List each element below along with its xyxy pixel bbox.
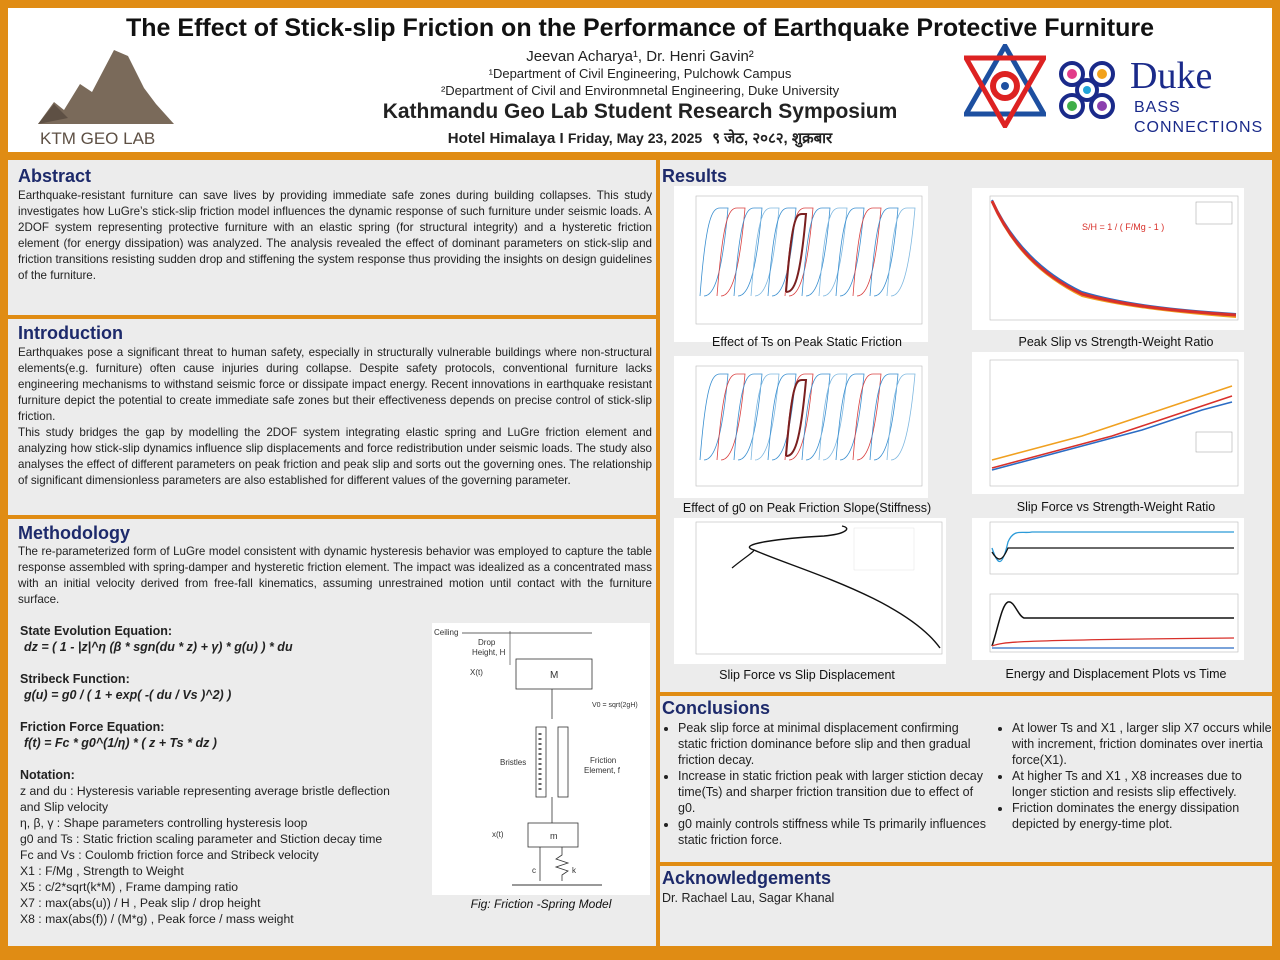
friction-spring-model-diagram [432,623,650,895]
fig-label-mass-m: m [550,831,558,841]
friction-equation-label: Friction Force Equation: [20,720,165,734]
methodology-panel [8,519,656,946]
stribeck-equation: g(u) = g0 / ( 1 + exp( -( du / Vs )^2) ) [24,688,232,702]
introduction-paragraph-2: This study bridges the gap by modelling the 2DOF system integrating elastic spring and LuGre friction element and analyzing how stick-slip dynamics influence slip displacements and force redistribution under seismic loads. The study also analyses the effect of different parameters on peak friction and peak slip and sorts out the governing ones. The relationship of significant dimensionless parameters are also established for different values of the governing parameter. [18,426,652,487]
caption-slip-force: Slip Force vs Strength-Weight Ratio [1016,500,1216,514]
notation-line: z and du : Hysteresis variable representing average bristle deflection [20,784,390,798]
notation-line: X1 : F/Mg , Strength to Weight [20,864,184,878]
notation-list [20,783,440,927]
hysteresis-loop [751,374,779,460]
duke-sub-bass: BASS [1134,99,1181,116]
hysteresis-loop [751,208,779,296]
caption-peak-slip: Peak Slip vs Strength-Weight Ratio [1018,335,1214,349]
abstract-title: Abstract [18,166,92,186]
fig-label-ceiling: Ceiling [434,628,459,637]
hysteresis-loop [768,208,796,296]
poster-title: The Effect of Stick-slip Friction on the Performance of Earthquake Protective Furniture [126,14,1154,42]
caption-effect-of-ts: Effect of Ts on Peak Static Friction [712,335,902,349]
conclusion-item: • Increase in static friction peak with larger stiction decay time(Ts) and sharper friction transition due to effect of g0. [678,768,986,816]
fig-label-k: k [572,866,576,875]
notation-line: g0 and Ts : Static friction scaling parameter and Stiction decay time [20,832,383,846]
notation-label: Notation: [20,768,75,782]
state-equation: dz = ( 1 - |z|^η (β * sgn(du * z) + γ) * g(u) ) * du [24,640,293,654]
plot-slip-force-vs-displacement [674,518,946,664]
fig-label-element: Element, f [584,766,621,775]
notation-line: and Slip velocity [20,800,109,814]
caption-slip-force-displacement: Slip Force vs Slip Displacement [719,668,895,682]
plot-effect-of-ts [674,186,928,342]
notation-line: Fc and Vs : Coulomb friction force and Stribeck velocity [20,848,319,862]
abstract-panel [8,160,656,315]
hysteresis-loop [700,374,728,460]
hysteresis-loop [819,374,847,460]
hysteresis-loop [853,374,881,460]
acknowledgements-panel [660,866,1272,946]
conclusion-item: • Friction dominates the energy dissipation depicted by energy-time plot. [1012,800,1272,832]
results-panel [660,160,1272,692]
venue-date: Friday, May 23, 2025 [567,130,703,146]
hysteresis-loop [734,208,762,296]
notation-line: X5 : c/2*sqrt(k*M) , Frame damping ratio [20,880,239,894]
hysteresis-loop [887,374,915,460]
friction-equation: f(t) = Fc * g0^(1/η) * ( z + Ts * dz ) [24,736,217,750]
methodology-title: Methodology [18,523,130,543]
conclusions-left-column [660,720,986,848]
conclusion-item: • Peak slip force at minimal displacement confirming static friction dominance before slip and then gradual friction decay. [678,720,986,768]
hysteresis-loop [700,208,728,296]
notation-line: X8 : max(abs(f)) / (M*g) , Peak force / mass weight [20,912,294,926]
hysteresis-loop [717,208,745,296]
conclusion-item: • At lower Ts and X1 , larger slip X7 occurs while with increment, friction dominates over inertia force(X1). [1012,720,1272,768]
plot-annotation: S/H = 1 / ( F/Mg - 1 ) [1082,222,1165,232]
university-emblem-icon [964,44,1046,128]
hysteresis-loop [734,374,762,460]
conclusions-title: Conclusions [662,698,771,718]
fig-label-friction: Friction [590,756,617,765]
introduction-title: Introduction [18,323,123,343]
plot-peak-slip-vs-strength-weight [972,188,1244,330]
fig-label-v0: V0 = sqrt(2gH) [592,702,638,709]
hysteresis-loop [836,208,864,296]
notation-line: X7 : max(abs(u)) / H , Peak slip / drop height [20,896,261,910]
caption-energy-displacement: Energy and Displacement Plots vs Time [1005,667,1227,681]
acknowledgements-title: Acknowledgements [662,868,832,888]
fig-caption: Fig: Friction -Spring Model [470,897,612,911]
hysteresis-loop [819,208,847,296]
results-title: Results [662,166,728,186]
introduction-text [18,345,652,489]
affiliation-2: ²Department of Civil and Environmnetal Engineering, Duke University [440,83,840,98]
venue-local-date: ९ जेठ, २०८२, शुक्रबार [712,130,833,147]
abstract-text: Earthquake-resistant furniture can save lives by providing immediate safe zones during building collapses. This study investigates how LuGre’s stick-slip friction model influences the dynamic response of such furniture under seismic loads. A 2DOF system representing protective furniture with an elastic spring (for structural integrity) and a hysteretic friction element (for energy dissipation) was analyzed. The analysis revealed the effect of dominant parameters on stick-slip and friction transitions resisting sudden drop and stiffening the system response thus providing the insights on design guidelines of the furniture. [18,189,652,282]
caption-effect-of-g0: Effect of g0 on Peak Friction Slope(Stiffness) [682,501,932,515]
introduction-panel [8,319,656,515]
symposium-name: Kathmandu Geo Lab Student Research Symposium [382,100,898,123]
fig-label-mass-M: M [550,670,559,681]
hysteresis-loop [887,208,915,296]
plot-energy-displacement [972,518,1244,660]
fig-label-xt: X(t) [470,668,483,677]
fig-label-drop: Drop [478,638,496,647]
plot-effect-of-g0 [674,356,928,498]
duke-bass-connections-logo [1052,52,1268,138]
hysteresis-loop [836,374,864,460]
conclusion-item: • g0 mainly controls stiffness while Ts primarily influences static friction force. [678,816,986,848]
hysteresis-loop [853,208,881,296]
venue-prefix: Hotel Himalaya I [447,130,568,147]
duke-sub-connections: CONNECTIONS [1134,119,1264,136]
conclusion-item: • At higher Ts and X1 , X8 increases due to longer stiction and resists slip effectively. [1012,768,1272,800]
hysteresis-loop [717,374,745,460]
equations-block [20,623,440,927]
fig-label-c: c [532,866,536,875]
methodology-text: The re-parameterized form of LuGre model consistent with dynamic hysteresis behavior was employed to capture the table response assembled with spring-damper and hysteretic friction element. The impact was idealized as a concentrated mass with an initial velocity derived from free-fall kinematics, assuming unrestrained motion until contact with the furniture surface. [18,545,652,606]
authors: Jeevan Acharya¹, Dr. Henri Gavin² [526,48,754,65]
stribeck-label: Stribeck Function: [20,672,130,686]
acknowledgements-text: Dr. Rachael Lau, Sagar Khanal [662,891,835,905]
conclusions-panel [660,696,1272,862]
fig-label-xt2: x(t) [492,830,504,839]
poster-header [8,8,1272,152]
notation-line: η, β, γ : Shape parameters controlling hysteresis loop [20,816,308,830]
state-equation-label: State Evolution Equation: [20,624,173,638]
conclusions-right-column [994,720,1272,832]
hysteresis-loop [870,208,898,296]
plot-slip-force-vs-strength-weight [972,352,1244,494]
duke-wordmark: Duke [1130,55,1213,97]
fig-label-bristles: Bristles [500,758,527,767]
affiliation-1: ¹Department of Civil Engineering, Pulchowk Campus [488,66,792,81]
introduction-paragraph-1: Earthquakes pose a significant threat to human safety, especially in structurally vulnerable buildings where non-structural elements(e.g. furniture) often cause injuries during collapse. Despite safety protocols, conventional furniture lacks engineering mechanisms to withstand seismic force or dissipate impact energy. Recent innovations in earthquake resistant furniture depict the potential to create immediate safe zones but their effectiveness depends on precise control of stick-slip friction. [18,346,652,423]
ktm-geo-lab-text: KTM GEO LAB [40,129,156,146]
hysteresis-loop [768,374,796,460]
fig-label-height: Height, H [472,648,506,657]
hysteresis-loop [870,374,898,460]
